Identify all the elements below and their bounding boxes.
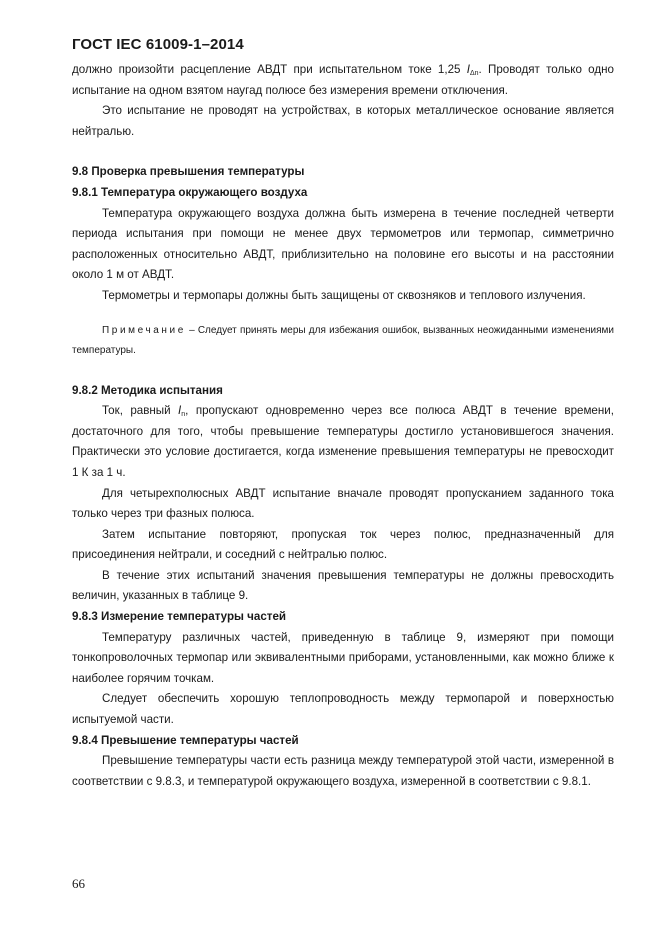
document-body <box>72 60 614 792</box>
note <box>72 321 614 361</box>
paragraph: Следует обеспечить хорошую теплопроводность между термопарой и поверхностью испытуемой части. <box>72 692 614 727</box>
subsection-heading: 9.8.4 Превышение температуры частей <box>72 733 299 747</box>
paragraph: В течение этих испытаний значения превышения температуры не должны превосходить величин, указанных в таблице 9. <box>72 568 614 603</box>
document-header: ГОСТ IEC 61009-1–2014 <box>72 36 244 53</box>
subsection-heading: 9.8.1 Температура окружающего воздуха <box>72 185 308 199</box>
subsection-heading: 9.8.3 Измерение температуры частей <box>72 610 287 624</box>
note-text: – Следует принять меры для избежания ошибок, вызванных неожиданными изменениями температуры. <box>72 324 614 356</box>
current-subscript: n <box>181 411 186 419</box>
subsection-heading: 9.8.2 Методика испытания <box>72 383 223 397</box>
paragraph: должно произойти расцепление АВДТ при испытательном токе 1,25 $I_{\Delta n}$. Проводят только одно испытание на одном взятом наугад полюсе без измерения времени отключения. <box>72 63 614 97</box>
paragraph: Для четырехполюсных АВДТ испытание вначале проводят пропусканием заданного тока только через три фазных полюса. <box>72 486 614 521</box>
section-heading: 9.8 Проверка превышения температуры <box>72 165 305 179</box>
paragraph: Это испытание не проводят на устройствах, в которых металлическое основание является нейтралью. <box>72 104 614 138</box>
current-symbol: I <box>466 63 470 76</box>
page-number: 66 <box>72 876 85 891</box>
paragraph: Ток, равный $I_n$, пропускают одновременно через все полюса АВДТ в течение времени, достаточного для того, чтобы превышение температуры достигло установившегося значения. Практически это условие достигается, когда изменение превышения температуры не превосходит 1 К за 1 ч. <box>72 404 614 479</box>
current-subscript: Δn <box>469 70 479 77</box>
paragraph: Температуру различных частей, приведенную в таблице 9, измеряют при помощи тонкопроволочных термопар или эквивалентными приборами, установленными, как можно ближе к наиболее горячим точкам. <box>72 630 614 685</box>
note-label: Примечание <box>102 324 186 336</box>
paragraph: Превышение температуры части есть разница между температурой этой части, измеренной в соответствии с 9.8.3, и температурой окружающего воздуха, измеренной в соответствии с 9.8.1. <box>72 754 614 788</box>
current-symbol: I <box>178 404 182 418</box>
paragraph: Температура окружающего воздуха должна быть измерена в течение последней четверти периода испытания при помощи не менее двух термометров или термопар, симметрично расположенных относительно АВДТ, приблизительно на половине его высоты и на расстоянии около 1 м от АВДТ. <box>72 206 614 282</box>
paragraph: Термометры и термопары должны быть защищены от сквозняков и теплового излучения. <box>102 288 586 302</box>
paragraph: Затем испытание повторяют, пропуская ток через полюс, предназначенный для присоединения нейтрали, и соседний с нейтралью полюс. <box>72 527 614 562</box>
